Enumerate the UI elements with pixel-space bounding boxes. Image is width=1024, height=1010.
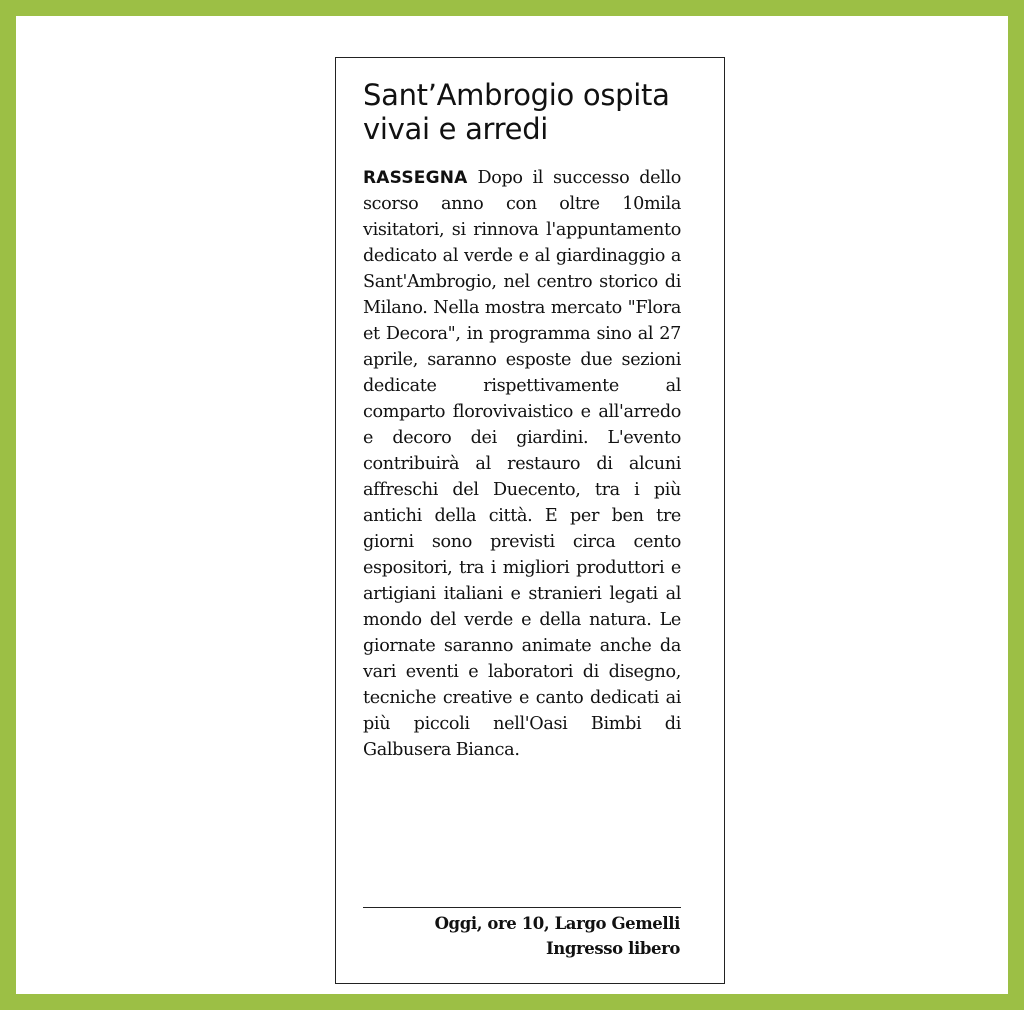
footer-divider xyxy=(363,907,681,908)
article-kicker: RASSEGNA xyxy=(363,168,468,188)
article-body-text: Dopo il successo dello scorso anno con oltre 10mila visitatori, si rinnova l'appuntamento dedicato al verde e al giardinaggio a Sant'Ambrogio, nel centro storico di Milano. Nella mostra mercato "Flora et Decora", in programma sino al 27 aprile, saranno esposte due sezioni dedicate rispettivamente al comparto florovivaistico e all'arredo e decoro dei giardini. L'evento contribuirà al restauro di alcuni affreschi del Duecento, tra i più antichi della città. E per ben tre giorni sono previsti circa cento espositori, tra i migliori produttori e artigiani italiani e stranieri legati al mondo del verde e della natura. Le giornate saranno animate anche da vari eventi e laboratori di disegno, tecniche creative e canto dedicati ai più piccoli nell'Oasi Bimbi di Galbusera Bianca. xyxy=(363,168,681,760)
article-body xyxy=(363,165,681,763)
event-admission: Ingresso libero xyxy=(545,939,680,958)
event-info xyxy=(360,911,680,961)
event-time-place: Oggi, ore 10, Largo Gemelli xyxy=(434,914,680,933)
article-headline: Sant’Ambrogio ospita vivai e arredi xyxy=(363,78,670,146)
newspaper-clipping xyxy=(335,57,725,984)
